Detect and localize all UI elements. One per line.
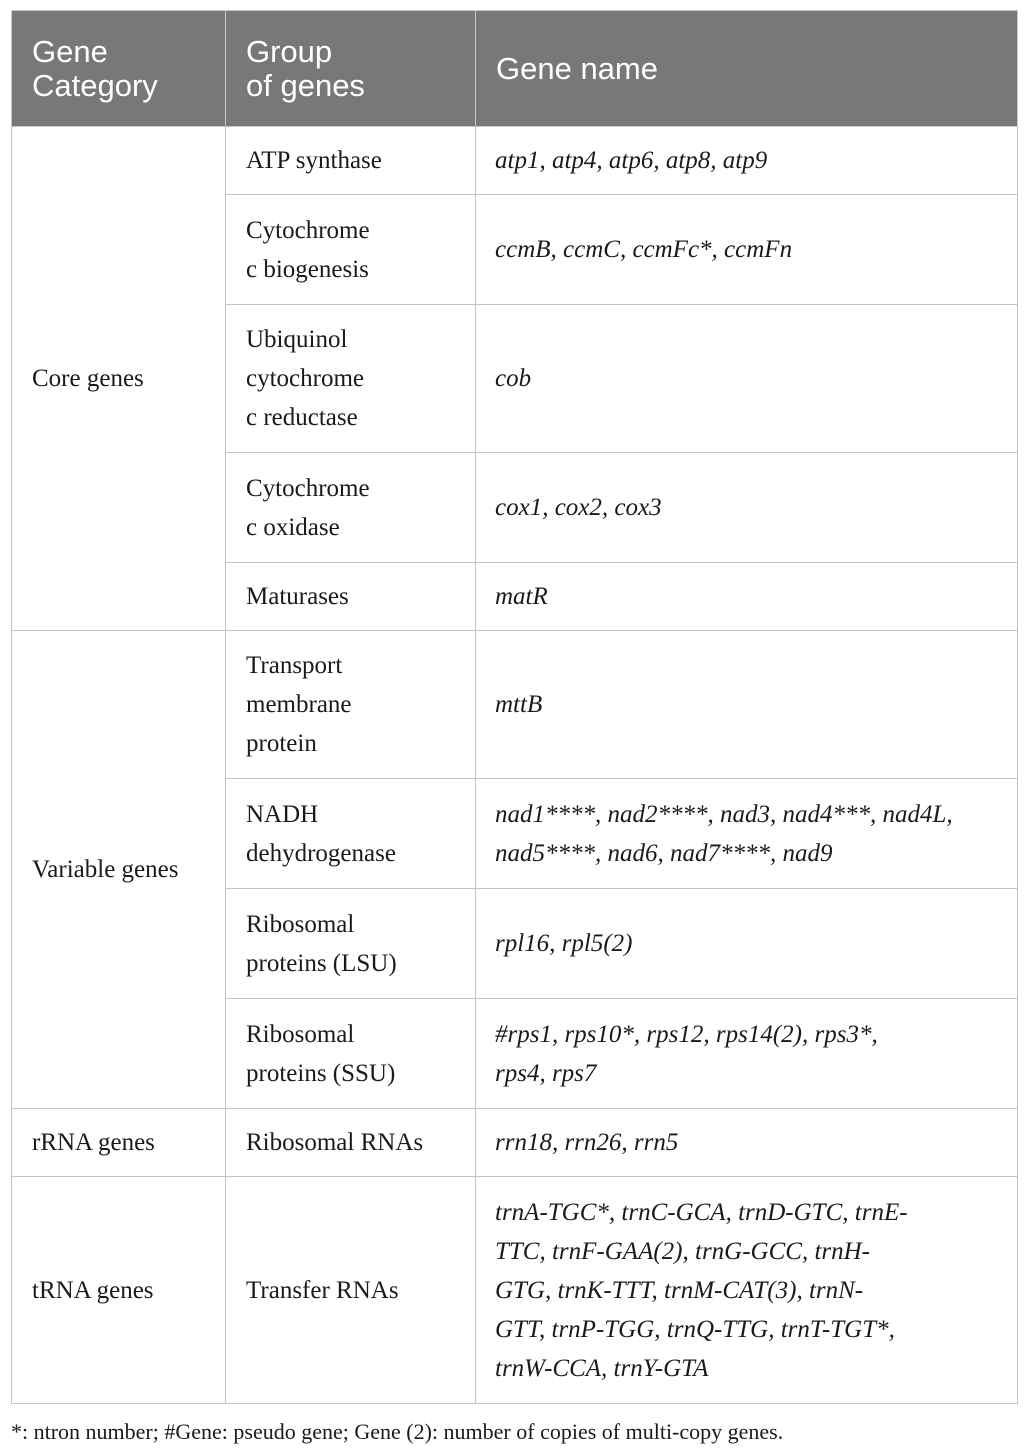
group-line: c oxidase — [246, 513, 340, 541]
gene-name-cell — [476, 889, 1018, 999]
group-line: Ribosomal RNAs — [246, 1129, 424, 1156]
gene-line: trnA-TGC*, trnC-GCA, trnD-GTC, trnE- — [495, 1198, 908, 1226]
group-cell — [226, 195, 476, 305]
group-line: Ubiquinol — [246, 326, 348, 353]
gene-name-cell — [476, 1177, 1018, 1404]
category-cell: rRNA genes — [12, 1109, 226, 1177]
group-line: cytochrome — [246, 365, 365, 392]
group-line: NADH — [246, 800, 319, 828]
group-cell — [226, 1177, 476, 1404]
table-row — [12, 127, 1018, 195]
header-gene-name — [476, 11, 1018, 127]
gene-name-cell — [476, 127, 1018, 195]
group-line: Transport — [246, 652, 343, 679]
gene-line: GTG, trnK-TTT, trnM-CAT(3), trnN- — [495, 1276, 864, 1304]
table-row — [12, 1109, 1018, 1177]
header-line: Gene name — [496, 50, 658, 86]
group-line: c reductase — [246, 404, 358, 431]
gene-line: cox1, cox2, cox3 — [495, 494, 662, 521]
category-cell: tRNA genes — [12, 1177, 226, 1404]
gene-table — [11, 10, 1018, 1404]
group-line: membrane — [246, 691, 352, 718]
header-line: of genes — [246, 67, 365, 103]
footnote: *: ntron number; #Gene: pseudo gene; Gene (2): number of copies of multi-copy genes. — [11, 1419, 784, 1444]
header-row — [12, 11, 1018, 127]
group-line: c biogenesis — [246, 255, 369, 283]
gene-line: matR — [495, 583, 548, 610]
gene-name-cell — [476, 1109, 1018, 1177]
gene-name-cell — [476, 631, 1018, 779]
gene-line: rrn18, rrn26, rrn5 — [495, 1129, 679, 1156]
group-cell — [226, 1109, 476, 1177]
gene-name-cell — [476, 563, 1018, 631]
header-group-of-genes — [226, 11, 476, 127]
gene-line: rpl16, rpl5(2) — [495, 930, 633, 957]
group-line: protein — [246, 730, 317, 757]
table-body — [12, 127, 1018, 1404]
header-gene-category — [12, 11, 226, 127]
group-cell — [226, 305, 476, 453]
gene-name-cell — [476, 453, 1018, 563]
group-cell — [226, 889, 476, 999]
group-cell — [226, 453, 476, 563]
group-line: Transfer RNAs — [246, 1276, 399, 1304]
group-line: dehydrogenase — [246, 839, 396, 867]
group-line: proteins (LSU) — [246, 949, 397, 977]
gene-name-cell — [476, 195, 1018, 305]
gene-name-cell — [476, 999, 1018, 1109]
group-cell — [226, 631, 476, 779]
group-line: Cytochrome — [246, 216, 370, 244]
gene-line: cob — [495, 365, 532, 392]
group-line: Maturases — [246, 583, 349, 610]
group-cell — [226, 999, 476, 1109]
group-line: Ribosomal — [246, 1020, 355, 1048]
group-cell — [226, 779, 476, 889]
header-line: Group — [246, 33, 333, 69]
group-line: Ribosomal — [246, 910, 355, 938]
group-line: proteins (SSU) — [246, 1059, 396, 1087]
gene-line: nad1****, nad2****, nad3, nad4***, nad4L, — [495, 800, 953, 828]
gene-line: rps4, rps7 — [495, 1059, 597, 1087]
gene-line: trnW-CCA, trnY-GTA — [495, 1354, 709, 1382]
gene-line: mttB — [495, 691, 543, 718]
group-line: Cytochrome — [246, 474, 370, 502]
header-line: Gene — [32, 33, 108, 69]
group-line: ATP synthase — [246, 147, 382, 174]
group-cell — [226, 127, 476, 195]
gene-name-cell — [476, 779, 1018, 889]
header-line: Category — [32, 67, 158, 103]
gene-line: #rps1, rps10*, rps12, rps14(2), rps3*, — [495, 1020, 878, 1048]
category-cell: Variable genes — [12, 631, 226, 1109]
group-cell — [226, 563, 476, 631]
gene-line: nad5****, nad6, nad7****, nad9 — [495, 839, 833, 867]
table-row — [12, 1177, 1018, 1404]
gene-line: ccmB, ccmC, ccmFc*, ccmFn — [495, 236, 793, 263]
gene-line: atp1, atp4, atp6, atp8, atp9 — [495, 147, 768, 174]
gene-line: TTC, trnF-GAA(2), trnG-GCC, trnH- — [495, 1237, 871, 1265]
table-row — [12, 631, 1018, 779]
category-cell: Core genes — [12, 127, 226, 631]
gene-line: GTT, trnP-TGG, trnQ-TTG, trnT-TGT*, — [495, 1315, 895, 1343]
gene-name-cell — [476, 305, 1018, 453]
